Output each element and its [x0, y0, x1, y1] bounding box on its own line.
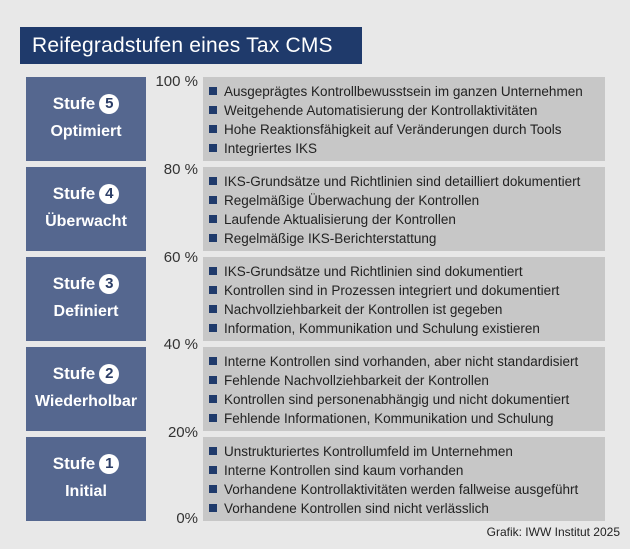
bullet-square-icon [209, 144, 217, 152]
stage-name: Optimiert [50, 123, 122, 140]
list-item: Interne Kontrollen sind kaum vorhanden [209, 461, 605, 480]
bullet-square-icon [209, 177, 217, 185]
list-item: IKS-Grundsätze und Richtlinien sind detailliert dokumentiert [209, 172, 605, 191]
bullet-square-icon [209, 305, 217, 313]
bullet-square-icon [209, 447, 217, 455]
list-item: Vorhandene Kontrollen sind nicht verlässlich [209, 499, 605, 518]
bullet-square-icon [209, 286, 217, 294]
stage-number-badge: 3 [99, 274, 119, 294]
bullet-square-icon [209, 504, 217, 512]
stage-number-badge: 1 [99, 454, 119, 474]
stage-name: Überwacht [45, 213, 127, 230]
bullet-square-icon [209, 87, 217, 95]
list-item: Nachvollziehbarkeit der Kontrollen ist gegeben [209, 300, 605, 319]
bullet-square-icon [209, 106, 217, 114]
source-credit: Grafik: IWW Institut 2025 [486, 525, 620, 539]
tick-label: 100 % [155, 73, 198, 90]
stage-box-1 [26, 437, 146, 521]
bullet-square-icon [209, 125, 217, 133]
tick-label: 60 % [163, 249, 198, 266]
list-item: IKS-Grundsätze und Richtlinien sind dokumentiert [209, 262, 605, 281]
bullet-square-icon [209, 324, 217, 332]
stage-name: Wiederholbar [34, 393, 138, 410]
list-item: Hohe Reaktionsfähigkeit auf Veränderungen durch Tools [209, 120, 605, 139]
stage-4-description [203, 167, 605, 251]
bullet-square-icon [209, 267, 217, 275]
stage-number-badge: 4 [99, 184, 119, 204]
bullet-square-icon [209, 395, 217, 403]
stage-number-badge: 2 [99, 364, 119, 384]
stage-name: Initial [65, 483, 107, 500]
list-item: Laufende Aktualisierung der Kontrollen [209, 210, 605, 229]
bullet-square-icon [209, 414, 217, 422]
bullet-square-icon [209, 357, 217, 365]
page-title: Reifegradstufen eines Tax CMS [20, 27, 362, 64]
stage-prefix: Stufe [52, 94, 96, 113]
list-item: Regelmäßige Überwachung der Kontrollen [209, 191, 605, 210]
list-item: Fehlende Nachvollziehbarkeit der Kontrollen [209, 371, 605, 390]
stage-box-4 [26, 167, 146, 251]
list-item: Kontrollen sind in Prozessen integriert und dokumentiert [209, 281, 605, 300]
stage-prefix: Stufe [52, 364, 96, 383]
stage-prefix: Stufe [52, 274, 96, 293]
tick-label: 20% [167, 424, 198, 441]
tick-label: 0% [176, 510, 198, 527]
stage-3-description [203, 257, 605, 341]
list-item: Fehlende Informationen, Kommunikation und Schulung [209, 409, 605, 428]
stage-1-description [203, 437, 605, 521]
list-item: Weitgehende Automatisierung der Kontrollaktivitäten [209, 101, 605, 120]
list-item: Kontrollen sind personenabhängig und nicht dokumentiert [209, 390, 605, 409]
stage-prefix: Stufe [52, 454, 96, 473]
bullet-square-icon [209, 215, 217, 223]
list-item: Integriertes IKS [209, 139, 605, 158]
stage-prefix: Stufe [52, 184, 96, 203]
stage-box-3 [26, 257, 146, 341]
list-item: Unstrukturiertes Kontrollumfeld im Unternehmen [209, 442, 605, 461]
bullet-square-icon [209, 485, 217, 493]
stage-5-description [203, 77, 605, 161]
list-item: Information, Kommunikation und Schulung existieren [209, 319, 605, 338]
stage-2-description [203, 347, 605, 431]
bullet-square-icon [209, 466, 217, 474]
list-item: Interne Kontrollen sind vorhanden, aber nicht standardisiert [209, 352, 605, 371]
stage-name: Definiert [53, 303, 119, 320]
tick-label: 80 % [163, 161, 198, 178]
tick-label: 40 % [163, 336, 198, 353]
list-item: Regelmäßige IKS-Berichterstattung [209, 229, 605, 248]
list-item: Vorhandene Kontrollaktivitäten werden fallweise ausgeführt [209, 480, 605, 499]
list-item: Ausgeprägtes Kontrollbewusstsein im ganzen Unternehmen [209, 82, 605, 101]
stage-box-2 [26, 347, 146, 431]
stage-box-5 [26, 77, 146, 161]
bullet-square-icon [209, 376, 217, 384]
stage-number-badge: 5 [99, 94, 119, 114]
bullet-square-icon [209, 196, 217, 204]
bullet-square-icon [209, 234, 217, 242]
